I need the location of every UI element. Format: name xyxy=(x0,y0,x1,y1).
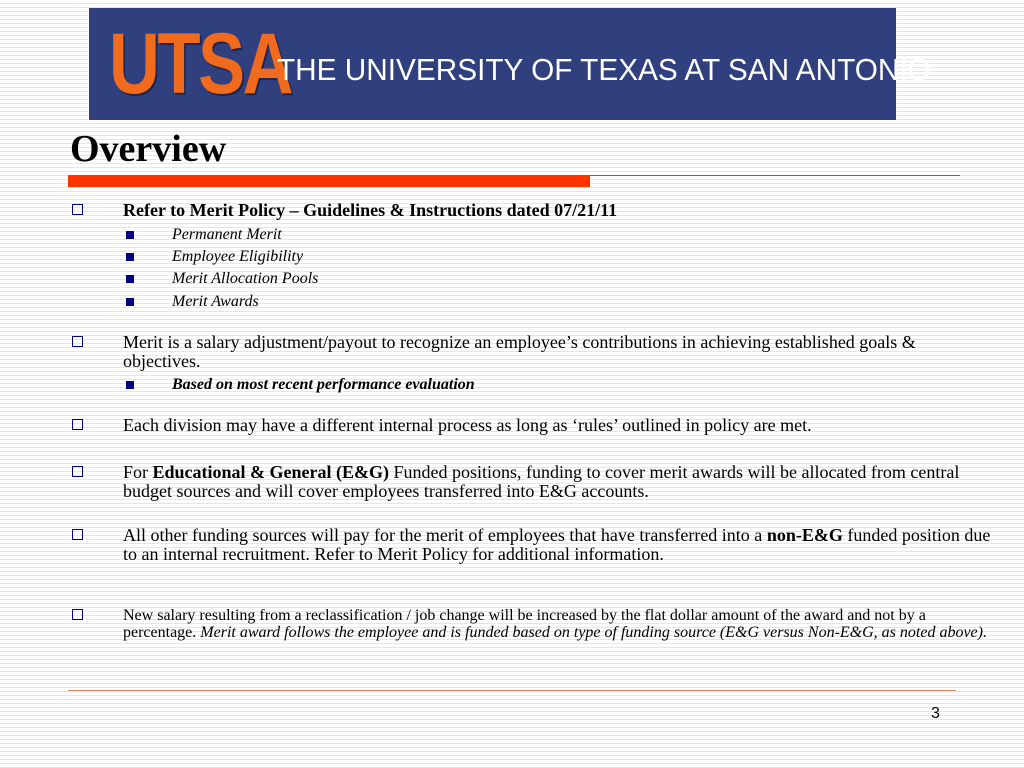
bullet-text: All other funding sources will pay for the merit of employees that have transferred into a non-E&G funded position due to an internal recruitment. Refer to Merit Policy for additional information. xyxy=(123,525,991,564)
bullet-text: Each division may have a different internal process as long as ‘rules’ outlined in policy are met. xyxy=(123,415,812,435)
hollow-square-bullet-icon xyxy=(72,204,83,215)
footer-divider xyxy=(68,690,956,691)
slide-number: 3 xyxy=(931,705,940,722)
university-name: THE UNIVERSITY OF TEXAS AT SAN ANTONIO xyxy=(277,52,931,87)
sub-bullet-text: Merit Awards xyxy=(172,293,259,310)
sub-bullet-text: Permanent Merit xyxy=(172,226,282,243)
filled-square-bullet-icon xyxy=(126,381,134,389)
bullet-text: Merit is a salary adjustment/payout to recognize an employee’s contributions in achieving established goals & objectives. xyxy=(123,332,916,371)
filled-square-bullet-icon xyxy=(126,231,134,239)
bullet-text: For Educational & General (E&G) Funded positions, funding to cover merit awards will be allocated from central budget sources and will cover employees transferred into E&G accounts. xyxy=(123,462,960,501)
sub-bullet-text: Employee Eligibility xyxy=(172,248,304,265)
hollow-square-bullet-icon xyxy=(72,609,83,620)
hollow-square-bullet-icon xyxy=(72,336,83,347)
filled-square-bullet-icon xyxy=(126,275,134,283)
filled-square-bullet-icon xyxy=(126,298,134,306)
hollow-square-bullet-icon xyxy=(72,466,83,477)
hollow-square-bullet-icon xyxy=(72,419,83,430)
sub-bullet-text: Merit Allocation Pools xyxy=(172,270,319,287)
filled-square-bullet-icon xyxy=(126,253,134,261)
hollow-square-bullet-icon xyxy=(72,529,83,540)
sub-bullet-text: Based on most recent performance evaluation xyxy=(172,376,475,393)
utsa-logo: UTSA xyxy=(109,16,292,112)
slide-title: Overview xyxy=(70,128,227,170)
bullet-text: New salary resulting from a reclassification / job change will be increased by the flat dollar amount of the award and not by a percentage. Merit award follows the employee and is funded based on type of funding source (E&G versus Non-E&G, as noted above). xyxy=(123,607,987,641)
bullet-text: Refer to Merit Policy – Guidelines & Instructions dated 07/21/11 xyxy=(123,200,618,220)
